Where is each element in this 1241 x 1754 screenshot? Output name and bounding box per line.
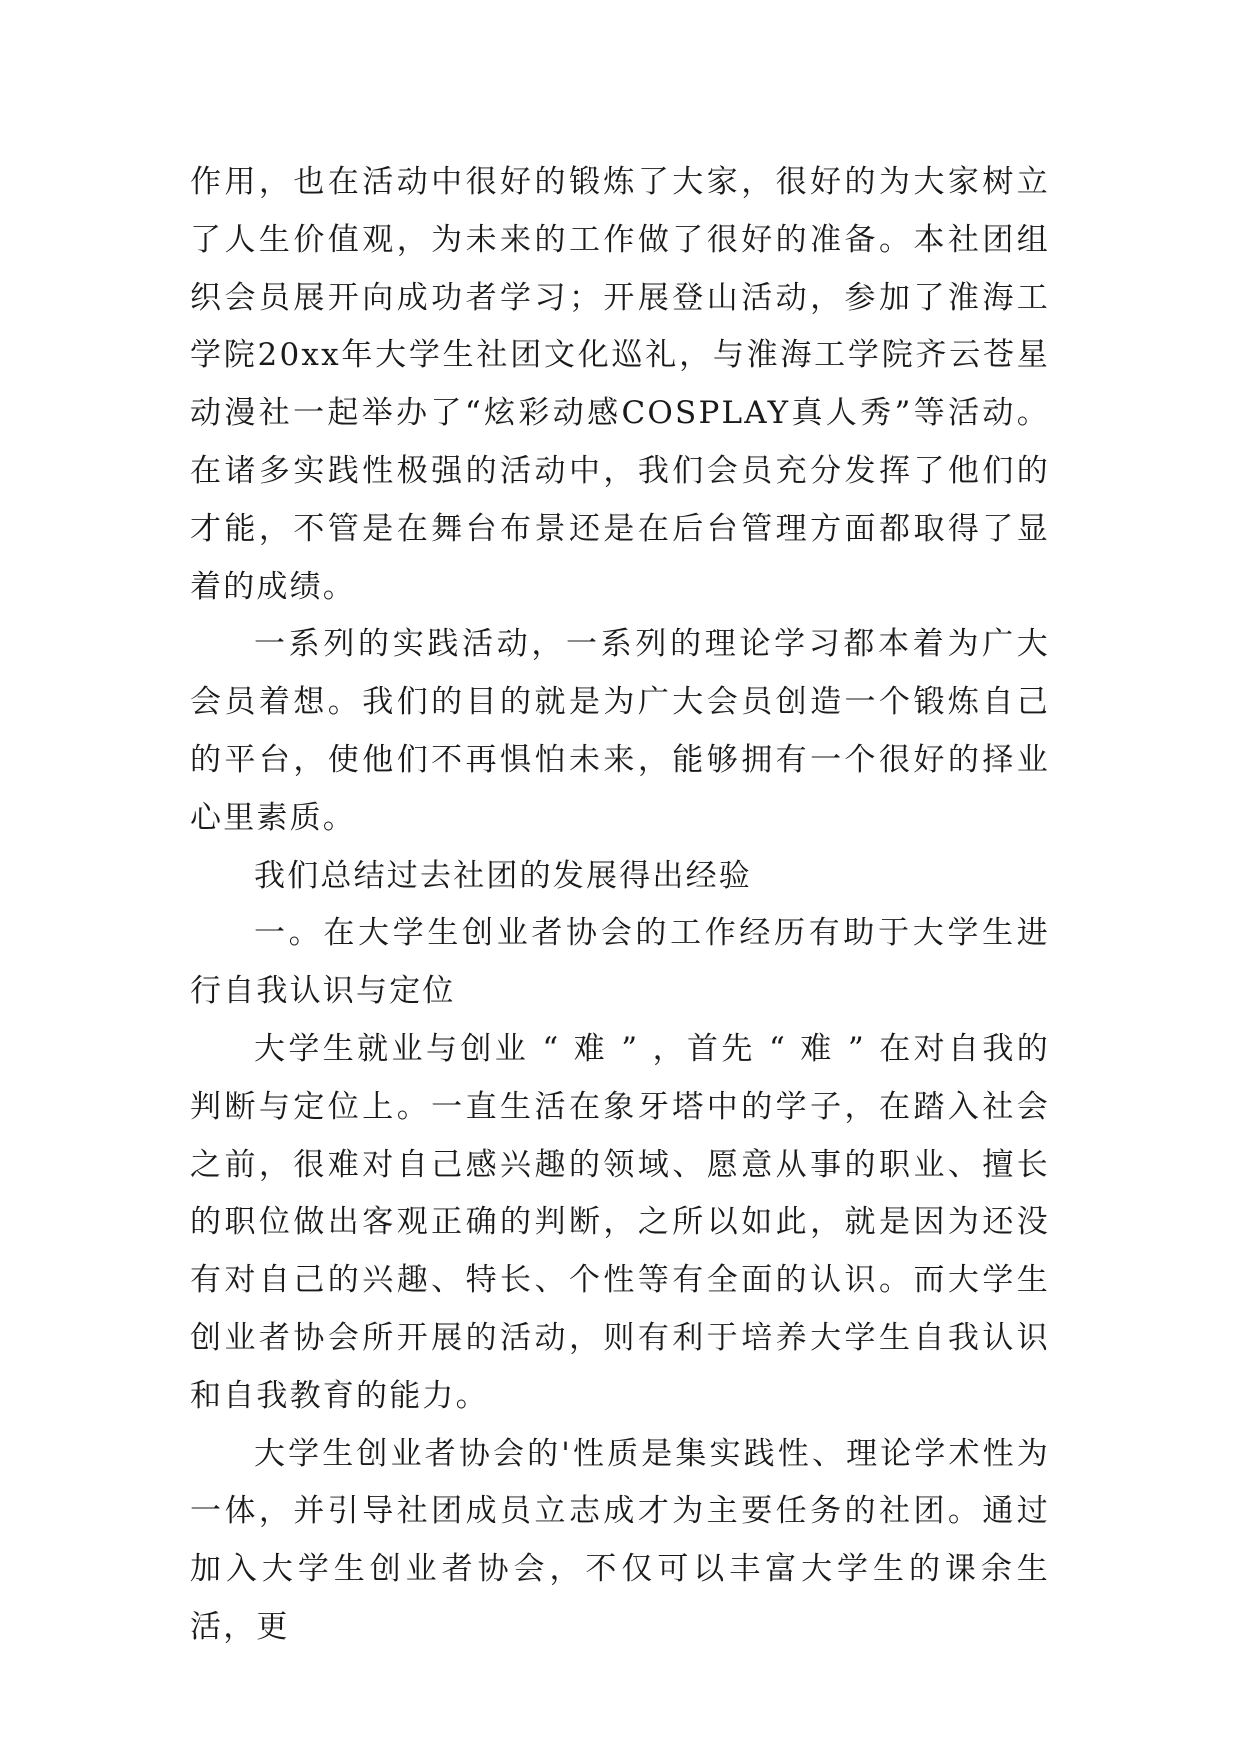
paragraph: 大学生创业者协会的'性质是集实践性、理论学术性为一体，并引导社团成员立志成才为主要任务的社团。通过加入大学生创业者协会，不仅可以丰富大学生的课余生活，更	[190, 1435, 1050, 1645]
paragraph: 作用，也在活动中很好的锻炼了大家，很好的为大家树立了人生价值观，为未来的工作做了很好的准备。本社团组织会员展开向成功者学习；开展登山活动，参加了淮海工学院20xx年大学生社团文化巡礼，与淮海工学院齐云苍星动漫社一起举办了“炫彩动感COSPLAY真人秀”等活动。在诸多实践性极强的活动中，我们会员充分发挥了他们的才能，不管是在舞台布景还是在后台管理方面都取得了显着的成绩。	[190, 164, 1050, 605]
paragraph: 大学生就业与创业 “ 难 ” ，首先 “ 难 ” 在对自我的判断与定位上。一直生活在象牙塔中的学子，在踏入社会之前，很难对自己感兴趣的领域、愿意从事的职业、擅长的职位做出客观正确的判断，之所以如此，就是因为还没有对自己的兴趣、特长、个性等有全面的认识。而大学生创业者协会所开展的活动，则有利于培养大学生自我认识和自我教育的能力。	[190, 1030, 1050, 1414]
document-body	[190, 154, 1050, 1657]
paragraph: 一。在大学生创业者协会的工作经历有助于大学生进行自我认识与定位	[190, 915, 1050, 1010]
paragraph: 我们总结过去社团的发展得出经验	[254, 857, 752, 894]
paragraph: 一系列的实践活动，一系列的理论学习都本着为广大会员着想。我们的目的就是为广大会员创造一个锻炼自己的平台，使他们不再惧怕未来，能够拥有一个很好的择业心里素质。	[190, 626, 1050, 836]
